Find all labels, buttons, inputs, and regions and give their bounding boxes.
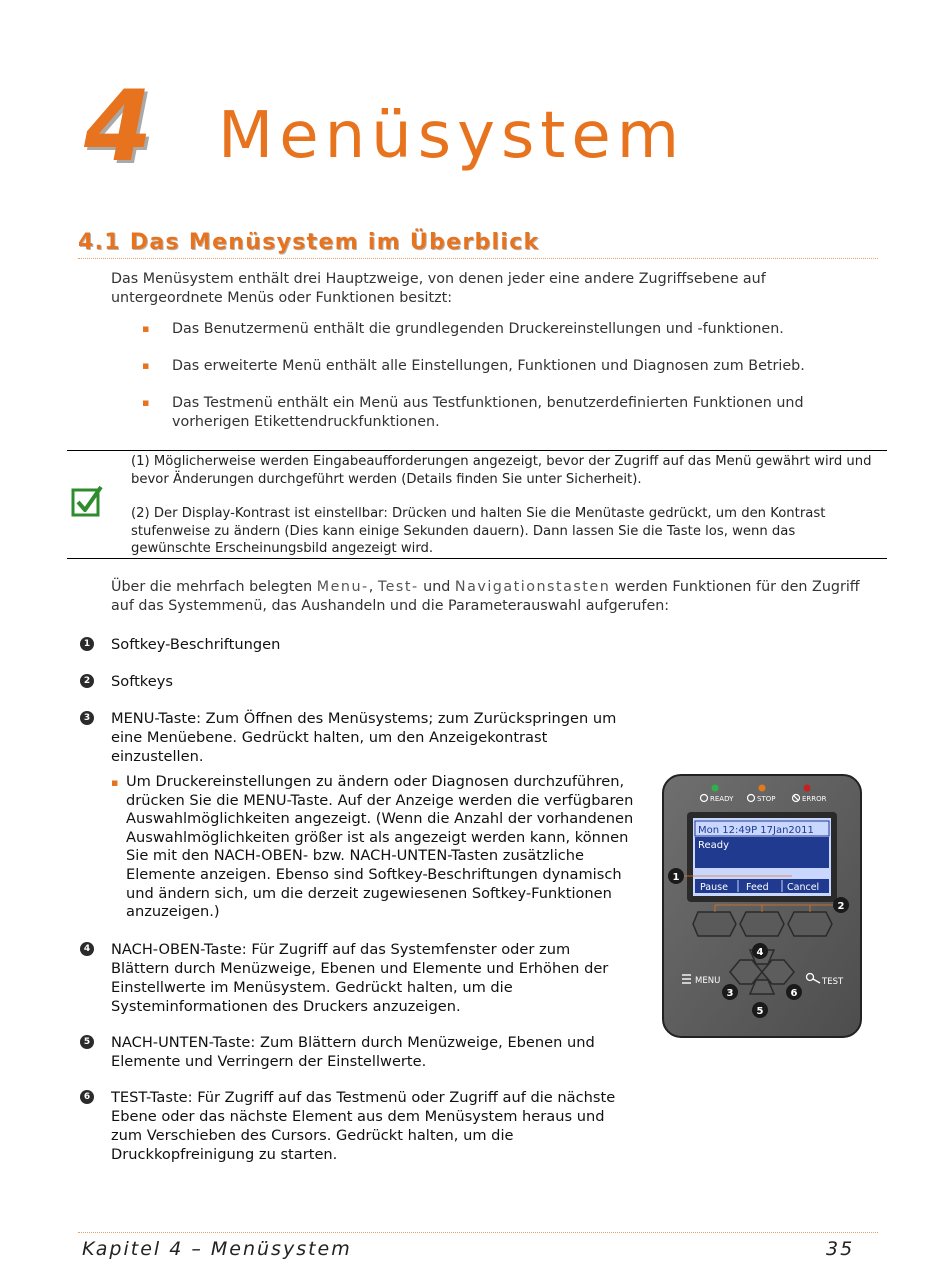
bullet-marker: ▪ — [142, 359, 150, 372]
test-key-label: TEST — [822, 977, 844, 987]
ready-label: READY — [710, 795, 734, 803]
note-paragraph-2: (2) Der Display-Kontrast ist einstellbar: Drücken und halten Sie die Menütaste gedrückt, um den Kontrast stufenweise zu ändern (Dies kann einige Sekunden dauern). Dann lassen Sie die Taste los, wenn das gewünschte Erscheinungsbild angezeigt wird. — [131, 506, 826, 556]
callout-1-label: 1 — [672, 872, 680, 883]
item-marker: 1 — [80, 637, 94, 651]
control-panel-illustration — [660, 772, 865, 1042]
softkey-label-cancel: Cancel — [787, 882, 820, 893]
test-key-term: Test- — [377, 579, 419, 595]
chapter-title: Menüsystem — [218, 99, 686, 173]
callout-3 — [722, 984, 738, 1000]
item-marker: 4 — [80, 942, 94, 956]
footer-chapter-title: Kapitel 4 – Menüsystem — [82, 1238, 352, 1260]
note-top-rule — [67, 450, 887, 451]
error-label: ERROR — [802, 795, 827, 803]
footer-divider — [78, 1232, 878, 1233]
page-number: 35 — [826, 1238, 855, 1260]
item-up-key: NACH-OBEN-Taste: Für Zugriff auf das Systemfenster oder zum Blättern durch Menüzweige, Ebenen und Elemente und Erhöhen der Einstellwerte im Menüsystem. Gedrückt halten, um die Systeminformationen des Druckers anzuzeigen. — [111, 941, 609, 1015]
callout-5 — [752, 1002, 768, 1018]
bullet-marker: ▪ — [142, 322, 150, 335]
bullet-item: Das Benutzermenü enthält die grundlegenden Druckereinstellungen und -funktionen. — [172, 321, 784, 337]
menu-key-term: Menu- — [316, 579, 369, 595]
stop-label: STOP — [757, 795, 776, 803]
item-marker: 6 — [80, 1090, 94, 1104]
bullet-marker: ▪ — [142, 396, 150, 409]
section-divider — [78, 258, 878, 259]
callout-3-label: 3 — [726, 988, 734, 999]
section-title: 4.1 Das Menüsystem im Überblick — [78, 230, 540, 255]
callout-2-label: 2 — [837, 901, 845, 912]
callout-5-label: 5 — [756, 1006, 764, 1017]
bullet-item: Das erweiterte Menü enthält alle Einstellungen, Funktionen und Diagnosen zum Betrieb. — [172, 358, 805, 374]
callout-1 — [668, 868, 684, 884]
item-marker: 5 — [80, 1035, 94, 1049]
softkey-right — [788, 912, 832, 936]
callout-6-label: 6 — [790, 988, 798, 999]
callout-2 — [833, 897, 849, 913]
ready-led — [712, 785, 719, 792]
screen-empty-row — [695, 852, 829, 868]
callout-6 — [786, 984, 802, 1000]
screen-ready-text: Ready — [698, 840, 730, 851]
callout-4 — [752, 943, 768, 959]
note-paragraph-1: (1) Möglicherweise werden Eingabeaufforderungen angezeigt, bevor der Zugriff auf das Menü gewährt wird und bevor Änderungen durchgeführt werden (Details finden Sie unter Sicherheit). — [131, 454, 872, 487]
chapter-number: 4 — [84, 70, 153, 184]
callout-4-label: 4 — [756, 947, 764, 958]
item-softkeys: Softkeys — [111, 673, 173, 690]
item-menu-key: MENU-Taste: Zum Öffnen des Menüsystems; zum Zurückspringen um eine Menüebene. Gedrückt halten, um den Anzeigekontrast einzustellen. — [111, 710, 617, 765]
screen-datetime: Mon 12:49P 17Jan2011 — [698, 825, 814, 836]
keys-text: und — [418, 579, 455, 595]
softkey-label-feed: Feed — [746, 882, 769, 893]
keys-text: werden Funktionen für den Zugriff auf das Systemmenü, das Aushandeln und die Parameterauswahl aufgerufen: — [111, 579, 860, 614]
item-softkey-labels: Softkey-Beschriftungen — [111, 636, 281, 653]
nav-key-term: Navigationstasten — [454, 579, 611, 595]
softkey-label-pause: Pause — [700, 882, 728, 893]
softkey-middle — [740, 912, 784, 936]
note-bottom-rule — [67, 558, 887, 559]
item-marker: 2 — [80, 674, 94, 688]
stop-led — [759, 785, 766, 792]
error-led — [804, 785, 811, 792]
item-menu-key-detail: Um Druckereinstellungen zu ändern oder Diagnosen durchzuführen, drücken Sie die MENU-Taste. Auf der Anzeige werden die verfügbaren Auswahlmöglichkeiten angezeigt. (Wenn die Anzahl der vorhandenen Auswahlmöglichkeiten größer ist als angezeigt werden kann, können Sie mit den NACH-OBEN- bzw. NACH-UNTEN-Tasten zusätzliche Elemente anzeigen. Ebenso sind Softkey-Beschriftungen dynamisch und ändern sich, um die derzeit zugewiesenen Softkey-Funktionen anzuzeigen.) — [126, 773, 634, 921]
checkmark-icon — [71, 485, 103, 517]
item-marker: 3 — [80, 711, 94, 725]
softkey-left — [693, 912, 736, 936]
menu-key-label: MENU — [695, 976, 721, 986]
keys-text: Über die mehrfach belegten — [111, 579, 317, 595]
keys-text: , — [368, 579, 378, 595]
item-test-key: TEST-Taste: Für Zugriff auf das Testmenü oder Zugriff auf die nächste Ebene oder das nächste Element aus dem Menüsystem heraus und zum Verschieben des Cursors. Gedrückt halten, um die Druckkopfreinigung zu starten. — [111, 1089, 616, 1163]
item-down-key: NACH-UNTEN-Taste: Zum Blättern durch Menüzweige, Ebenen und Elemente und Verringern der Einstellwerte. — [111, 1034, 595, 1070]
sub-bullet-marker: ▪ — [111, 776, 119, 789]
keys-paragraph — [111, 578, 871, 616]
intro-paragraph: Das Menüsystem enthält drei Hauptzweige, von denen jeder eine andere Zugriffsebene auf untergeordnete Menüs oder Funktionen besitzt: — [111, 271, 766, 306]
bullet-item: Das Testmenü enthält ein Menü aus Testfunktionen, benutzerdefinierten Funktionen und vorherigen Etikettendruckfunktionen. — [172, 395, 804, 430]
